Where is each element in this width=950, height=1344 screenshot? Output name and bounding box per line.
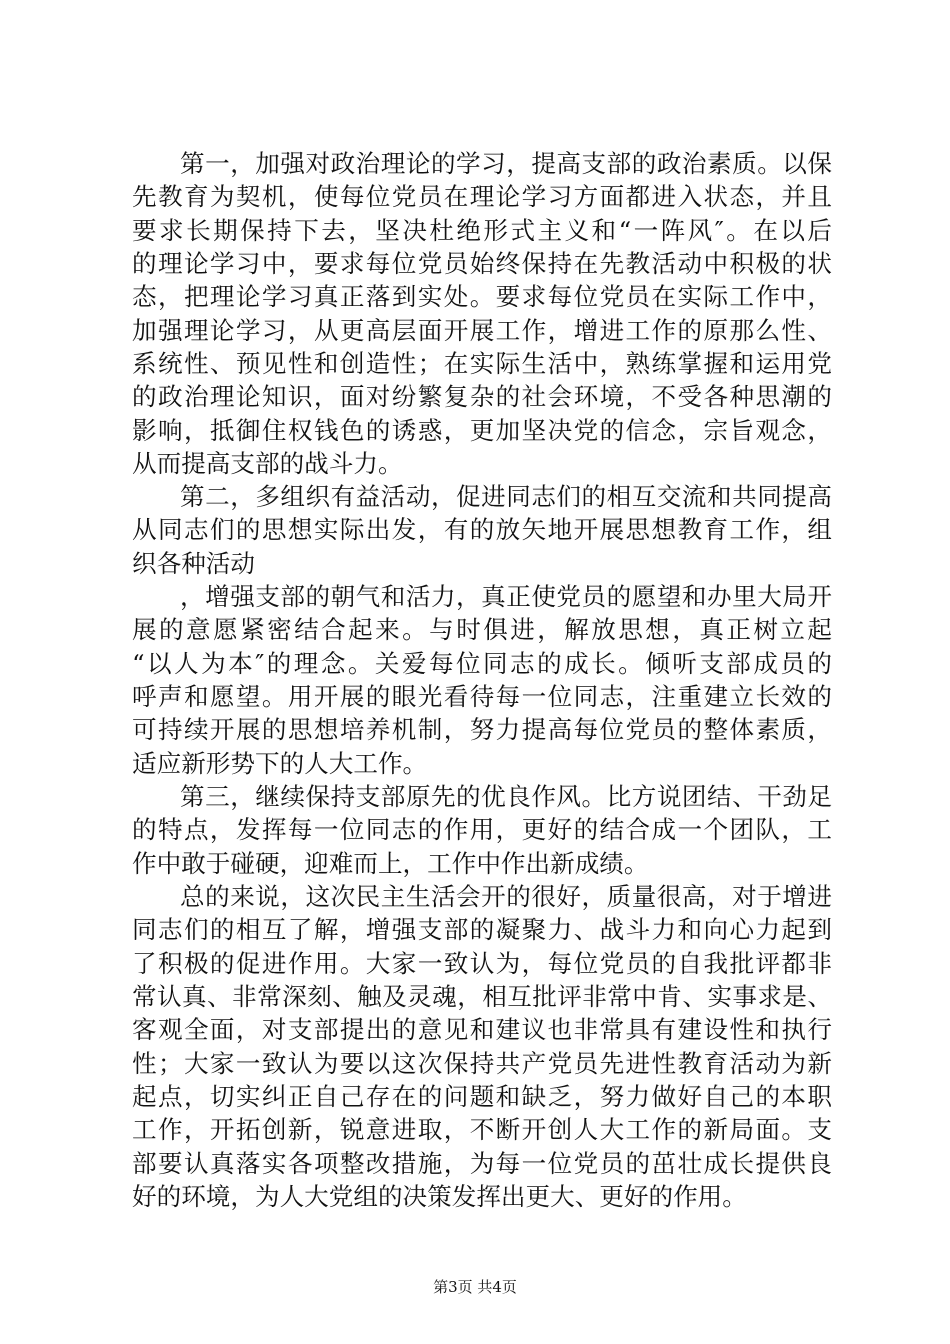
- paragraph-1-line: 系统性、预见性和创造性；在实际生活中，熟练掌握和运用党: [132, 349, 832, 378]
- paragraph-4-line: 起点，切实纠正自己存在的问题和缺乏，努力做好自己的本职: [132, 1082, 832, 1111]
- paragraph-1-line: 要求长期保持下去，坚决杜绝形式主义和“一阵风″。在以后: [132, 216, 832, 245]
- paragraph-3-line: 的特点，发挥每一位同志的作用，更好的结合成一个团队，工: [132, 815, 832, 844]
- paragraph-2-line: 从同志们的思想实际出发，有的放矢地开展思想教育工作，组: [132, 515, 832, 544]
- paragraph-4-line: 常认真、非常深刻、触及灵魂，相互批评非常中肯、实事求是、: [132, 982, 832, 1011]
- paragraph-1-line: 先教育为契机，使每位党员在理论学习方面都进入状态，并且: [132, 182, 832, 211]
- paragraph-3-line: 作中敢于碰硬，迎难而上，工作中作出新成绩。: [132, 849, 649, 878]
- paragraph-1-line: 加强理论学习，从更高层面开展工作，增进工作的原那么性、: [132, 316, 832, 345]
- paragraph-3-line: 第三，继续保持支部原先的优良作风。比方说团结、干劲足: [180, 782, 832, 811]
- paragraph-4-line: 同志们的相互了解，增强支部的凝聚力、战斗力和向心力起到: [132, 915, 832, 944]
- paragraph-2-line: “以人为本″的理念。关爱每位同志的成长。倾听支部成员的: [132, 649, 832, 678]
- paragraph-2-line: 适应新形势下的人大工作。: [132, 749, 428, 778]
- paragraph-2-line: 展的意愿紧密结合起来。与时俱进，解放思想，真正树立起: [132, 615, 832, 644]
- paragraph-4-line: 工作，开拓创新，锐意进取，不断开创人大工作的新局面。支: [132, 1115, 832, 1144]
- paragraph-2-line: 可持续开展的思想培养机制，努力提高每位党员的整体素质，: [132, 715, 832, 744]
- paragraph-4-line: 性；大家一致认为要以这次保持共产党员先进性教育活动为新: [132, 1049, 832, 1078]
- paragraph-2-line: 织各种活动: [132, 549, 255, 578]
- paragraph-1-line: 影响，抵御住权钱色的诱惑，更加坚决党的信念，宗旨观念，: [132, 416, 832, 445]
- paragraph-2-line: ，增强支部的朝气和活力，真正使党员的愿望和办里大局开: [180, 582, 832, 611]
- paragraph-4-line: 总的来说，这次民主生活会开的很好，质量很高，对于增进: [180, 882, 832, 911]
- paragraph-1-line: 态，把理论学习真正落到实处。要求每位党员在实际工作中，: [132, 282, 832, 311]
- paragraph-1-line: 第一，加强对政治理论的学习，提高支部的政治素质。以保: [180, 149, 832, 178]
- paragraph-1-line: 从而提高支部的战斗力。: [132, 449, 403, 478]
- page-number-footer: 第3页 共4页: [433, 1278, 517, 1296]
- paragraph-4-line: 部要认真落实各项整改措施，为每一位党员的茁壮成长提供良: [132, 1149, 832, 1178]
- paragraph-1-line: 的理论学习中，要求每位党员始终保持在先教活动中积极的状: [132, 249, 832, 278]
- paragraph-4-line: 好的环境，为人大党组的决策发挥出更大、更好的作用。: [132, 1182, 747, 1211]
- paragraph-4-line: 了积极的促进作用。大家一致认为，每位党员的自我批评都非: [132, 949, 832, 978]
- paragraph-2-line: 呼声和愿望。用开展的眼光看待每一位同志，注重建立长效的: [132, 682, 832, 711]
- paragraph-2-line: 第二，多组织有益活动，促进同志们的相互交流和共同提高: [180, 482, 832, 511]
- paragraph-4-line: 客观全面，对支部提出的意见和建议也非常具有建设性和执行: [132, 1015, 832, 1044]
- paragraph-1-line: 的政治理论知识，面对纷繁复杂的社会环境，不受各种思潮的: [132, 382, 832, 411]
